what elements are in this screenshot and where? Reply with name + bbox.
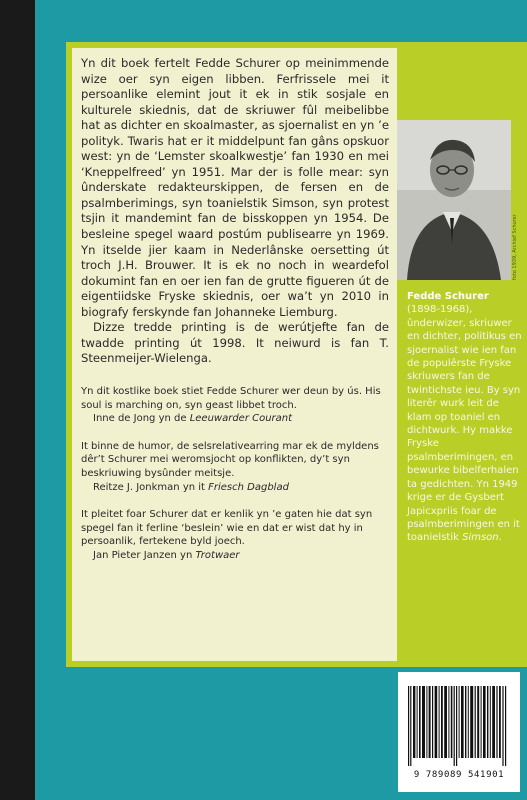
- author-bio-text: (1898-1968), ûnderwizer, skriuwer en dichter, politikus en sjoernalist wie ien fan de populêrste Fryske skriuwers fan de twintichste ieu. By syn literêr wurk leit de klam op toaniel en dichtwurk. Hy makke Fryske psalmberimingen, en bewurke bibelferhalen ta gedichten. Yn 1949 krige er de Gysbert Japicxpriis foar de psalmberimingen en it toanielstik: [407, 304, 522, 544]
- quote-text: Yn dit kostlike boek stiet Fedde Schurer wer deun by ús. His soul is marching on, syn geast libbet troch.: [81, 385, 381, 411]
- quote-text: It binne de humor, de selsrelativearring mar ek de myldens dêr’t Schurer mei weromsjocht op konflikten, dy’t syn beskriuwing bysûnder meitsje.: [81, 440, 379, 479]
- quote-text: It pleitet foar Schurer dat er kenlik yn ’e gaten hie dat syn spegel fan it ferline ‘beslein’ wie en dat er wist dat hy in persoanlik, fertekene byld joech.: [81, 509, 373, 548]
- author-name: Fedde Schurer: [407, 291, 489, 302]
- author-bio-work: Simson: [462, 532, 499, 544]
- text-panel: [72, 48, 397, 661]
- author-photo: [397, 120, 511, 280]
- blurb-paragraph-1: Yn dit boek fertelt Fedde Schurer op meinimmende wize oer syn eigen libben. Ferfrissele mei it persoanlike elemint jout it ek in stik sosjale en kulturele skiednis, dat de skriuwer fûl meibelibbe hat as dichter en skoalmaster, as sjoernalist en yn ’e polityk. Twaris hat er it middelpunt fan gâns opskuor west: yn de ‘Lemster skoalkwestje’ fan 1930 en mei ‘Kneppelfreed’ yn 1951. Mar der is folle mear: syn ûnderskate redakteurskippen, de fersen en de psalmberimings, syn toanielstik Simson, syn protest tsjin it mandemint fan de bisskoppen yn 1954. De besleine spegel waard postúm publisearre yn 1969. Yn itselde jier kaam in Nederlânske oersetting út troch J.H. Brouwer. It is ek no noch in weardefol dokumint fan en oer ien fan de grutte figueren út de eigentiidske Fryske skiednis, oer wa’t yn 2010 in biografy ferskynde fan Johanneke Liemburg.: [81, 56, 389, 319]
- barcode: [398, 672, 520, 792]
- isbn-number: 9 789089 541901: [413, 770, 505, 780]
- review-quote: [81, 440, 389, 494]
- review-quote: [81, 385, 389, 426]
- quote-source: [81, 412, 389, 426]
- review-quotes: [81, 385, 389, 563]
- blurb-paragraph-2: Dizze tredde printing is de werútjefte fan de twadde printing út 1998. It neiwurd is fan T. Steenmeijer-Wielenga.: [81, 320, 389, 366]
- quote-source-publication: Leeuwarder Courant: [189, 413, 293, 425]
- author-portrait-image: [397, 120, 511, 280]
- author-bio-end: .: [498, 532, 502, 544]
- quote-source: [81, 481, 389, 495]
- quote-source-name: Inne de Jong yn de: [93, 413, 190, 425]
- quote-source-publication: Trotwaer: [195, 549, 240, 561]
- blurb: [81, 56, 389, 367]
- quote-source-name: Reitze J. Jonkman yn it: [93, 481, 209, 493]
- review-quote: [81, 508, 389, 562]
- barcode-bars: [408, 686, 508, 766]
- author-bio: [407, 290, 523, 545]
- photo-credit: foto 1939, Archief Schurer: [512, 214, 518, 280]
- quote-source: [81, 549, 389, 563]
- quote-source-name: Jan Pieter Janzen yn: [93, 549, 196, 561]
- quote-source-publication: Friesch Dagblad: [208, 481, 289, 493]
